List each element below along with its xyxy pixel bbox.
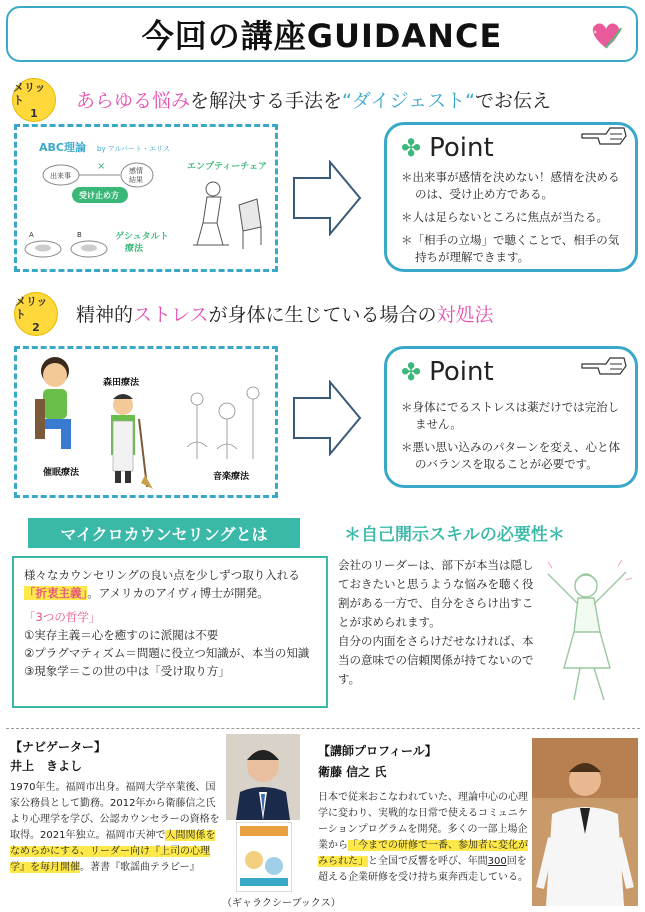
micro-counseling-box <box>12 556 328 708</box>
merit1-point-item: ＊人は足らないところに焦点が当たる。 <box>401 210 608 224</box>
micro-intro-highlight: 「折衷主義」 <box>24 586 88 600</box>
merit1-point-item: ＊「相手の立場」で聴くことで、相手の気持ちが理解できます。 <box>401 233 620 264</box>
navigator-name: 井上 きよし <box>10 759 83 773</box>
navigator-heading: 【ナビゲーター】 <box>10 740 107 754</box>
gestalt-label-1: ゲシュタルト <box>115 232 169 242</box>
micro-item: ①実存主義＝心を癒すのに派閥は不要 <box>24 628 219 642</box>
merit1-title <box>76 86 551 113</box>
gestalt-label-2: 療法 <box>125 244 144 254</box>
lecturer-bio <box>318 790 528 886</box>
music-label: 音楽療法 <box>213 472 250 482</box>
merit1-badge-label: メリット <box>13 80 46 107</box>
gestalt-a-label: A <box>29 231 34 239</box>
book-caption: （ギャラクシーブックス） <box>222 898 341 909</box>
lecturer-bio-post: と全国で反響を呼び、年間 <box>368 856 488 867</box>
merit2-title-mid: が身体に生じている場合の <box>208 304 437 326</box>
empty-chair-label: エンプティーチェア <box>187 162 268 172</box>
merit2-badge-number: 2 <box>32 320 40 334</box>
lecturer-profile <box>318 742 528 886</box>
abc-event: 出来事 <box>50 172 71 180</box>
merit2-point-label: Point <box>429 357 494 387</box>
pointing-hand-icon <box>580 122 628 148</box>
merit1-arrow-icon <box>292 160 362 236</box>
merit2-title-post: 対処法 <box>436 304 494 326</box>
empty-chair <box>239 199 261 249</box>
abc-cross: × <box>97 161 106 172</box>
counselor-figure <box>193 182 229 245</box>
merit1-title-quote: “ダイジェスト“ <box>342 90 475 112</box>
merit1-point-label: Point <box>429 133 494 163</box>
navigator-bio-post: 。著書『歌謡曲テラピー』 <box>80 862 200 873</box>
micro-intro <box>24 566 316 602</box>
clover-icon: ✤ <box>401 134 422 162</box>
pointing-hand-icon <box>580 352 628 378</box>
merit2-point-item: ＊悪い思い込みのパターンを変え、心と体のバランスを取ることが必要です。 <box>401 440 620 471</box>
merit2-point-item: ＊身体にでるストレスは薬だけでは完治しません。 <box>401 400 620 431</box>
merit1-badge-number: 1 <box>30 106 38 120</box>
title-banner <box>6 6 638 62</box>
merit1-illustration <box>17 127 275 269</box>
logo <box>575 10 637 60</box>
hypnosis-label: 催眠療法 <box>43 468 80 478</box>
abc-feeling: 感情 <box>129 167 143 175</box>
joyful-woman-illustration <box>534 556 640 706</box>
navigator-photo <box>226 734 300 820</box>
micro-item: ②プラグマティズム＝問題に役立つ知識が、本当の知識 <box>24 646 310 660</box>
merit2-title-stress: ストレス <box>133 304 209 326</box>
micro-item: ③現象学＝この世の中は「受け取り方」 <box>24 664 230 678</box>
navigator-bio-pre: 1970年生。福岡市出身。福岡大学卒業後、国家公務員として勤務。2012年から衛藤信之氏より心理学を学び、公認カウンセラーの資格を取得。2021年独立。福岡市天神で <box>10 782 220 841</box>
merit1-title-mid: を解決する手法を <box>190 90 343 112</box>
merit1-title-post: でお伝え <box>474 90 551 112</box>
lecturer-bio-pre: 日本で従来おこなわれていた、理論中心の心理学に変わり、実戦的な日常で使えるコミュニケーションプログラムを開発。多くの一部上場企業から <box>318 792 528 851</box>
self-disclosure-text <box>338 556 534 689</box>
section-divider <box>6 728 640 729</box>
hypnosis-figure <box>35 357 71 449</box>
lecturer-bio-highlight: 「今までの研修で一番、参加者に変化がみられた」 <box>318 840 528 867</box>
page-title: 今回の講座GUIDANCE <box>141 17 503 55</box>
abc-receive: 受け止め方 <box>79 191 119 200</box>
merit1-point-item: ＊出来事が感情を決めない！感情を決めるのは、受け止め方である。 <box>401 170 620 201</box>
micro-intro-post: 。アメリカのアイヴィ博士が開発。 <box>87 586 269 600</box>
navigator-bio <box>10 780 220 876</box>
lecturer-bio-number: 300 <box>487 856 507 867</box>
self-text-2: 自分の内面をさらけだせなければ、本当の意味での信頼関係が持てないのです。 <box>338 634 534 686</box>
micro-intro-pre: 様々なカウンセリングの良い点を少しずつ取り入れる <box>24 568 300 582</box>
merit2-illustration-box <box>14 346 278 498</box>
self-disclosure-title: ＊自己開示スキルの必要性＊ <box>344 525 565 545</box>
merit1-illustration-box <box>14 124 278 272</box>
abc-title: ABC理論 <box>39 141 86 154</box>
self-text-1: 会社のリーダーは、部下が本当は隠しておきたいと思うような悩みを聴く役割がある一方で、自分をさらけ出すことが求められます。 <box>338 558 534 629</box>
book-cover <box>236 822 292 892</box>
abc-subtitle: by アルバート・エリス <box>97 145 170 153</box>
merit2-badge-label: メリット <box>15 294 48 321</box>
merit2-illustration <box>17 349 275 495</box>
music-flowers <box>187 387 259 459</box>
navigator-bio-highlight: 人間関係をなめらかにする、リーダー向け『上司の心理学』を毎月開催 <box>10 830 216 873</box>
merit2-title-pre: 精神的 <box>76 304 134 326</box>
morita-figure <box>111 394 153 489</box>
micro-sub-title: 「3つの哲学」 <box>24 610 101 624</box>
merit1-badge <box>12 78 56 122</box>
lecturer-bio-end: 回を超える企業研修を受け持ち東奔西走している。 <box>318 856 528 883</box>
merit2-badge <box>14 292 58 336</box>
merit2-arrow-icon <box>292 380 362 456</box>
merit1-title-pre: あらゆる悩み <box>76 90 191 112</box>
gestalt-b-label: B <box>77 231 82 239</box>
morita-label: 森田療法 <box>103 378 140 388</box>
merit2-title <box>76 300 493 327</box>
micro-counseling-label: マイクロカウンセリングとは <box>28 518 300 548</box>
lecturer-heading: 【講師プロフィール】 <box>318 744 437 758</box>
abc-result: 結果 <box>129 176 143 184</box>
clover-icon: ✤ <box>401 358 422 386</box>
navigator-profile <box>10 738 220 876</box>
lecturer-photo <box>532 738 638 906</box>
lecturer-name: 衛藤 信之 氏 <box>318 765 387 779</box>
